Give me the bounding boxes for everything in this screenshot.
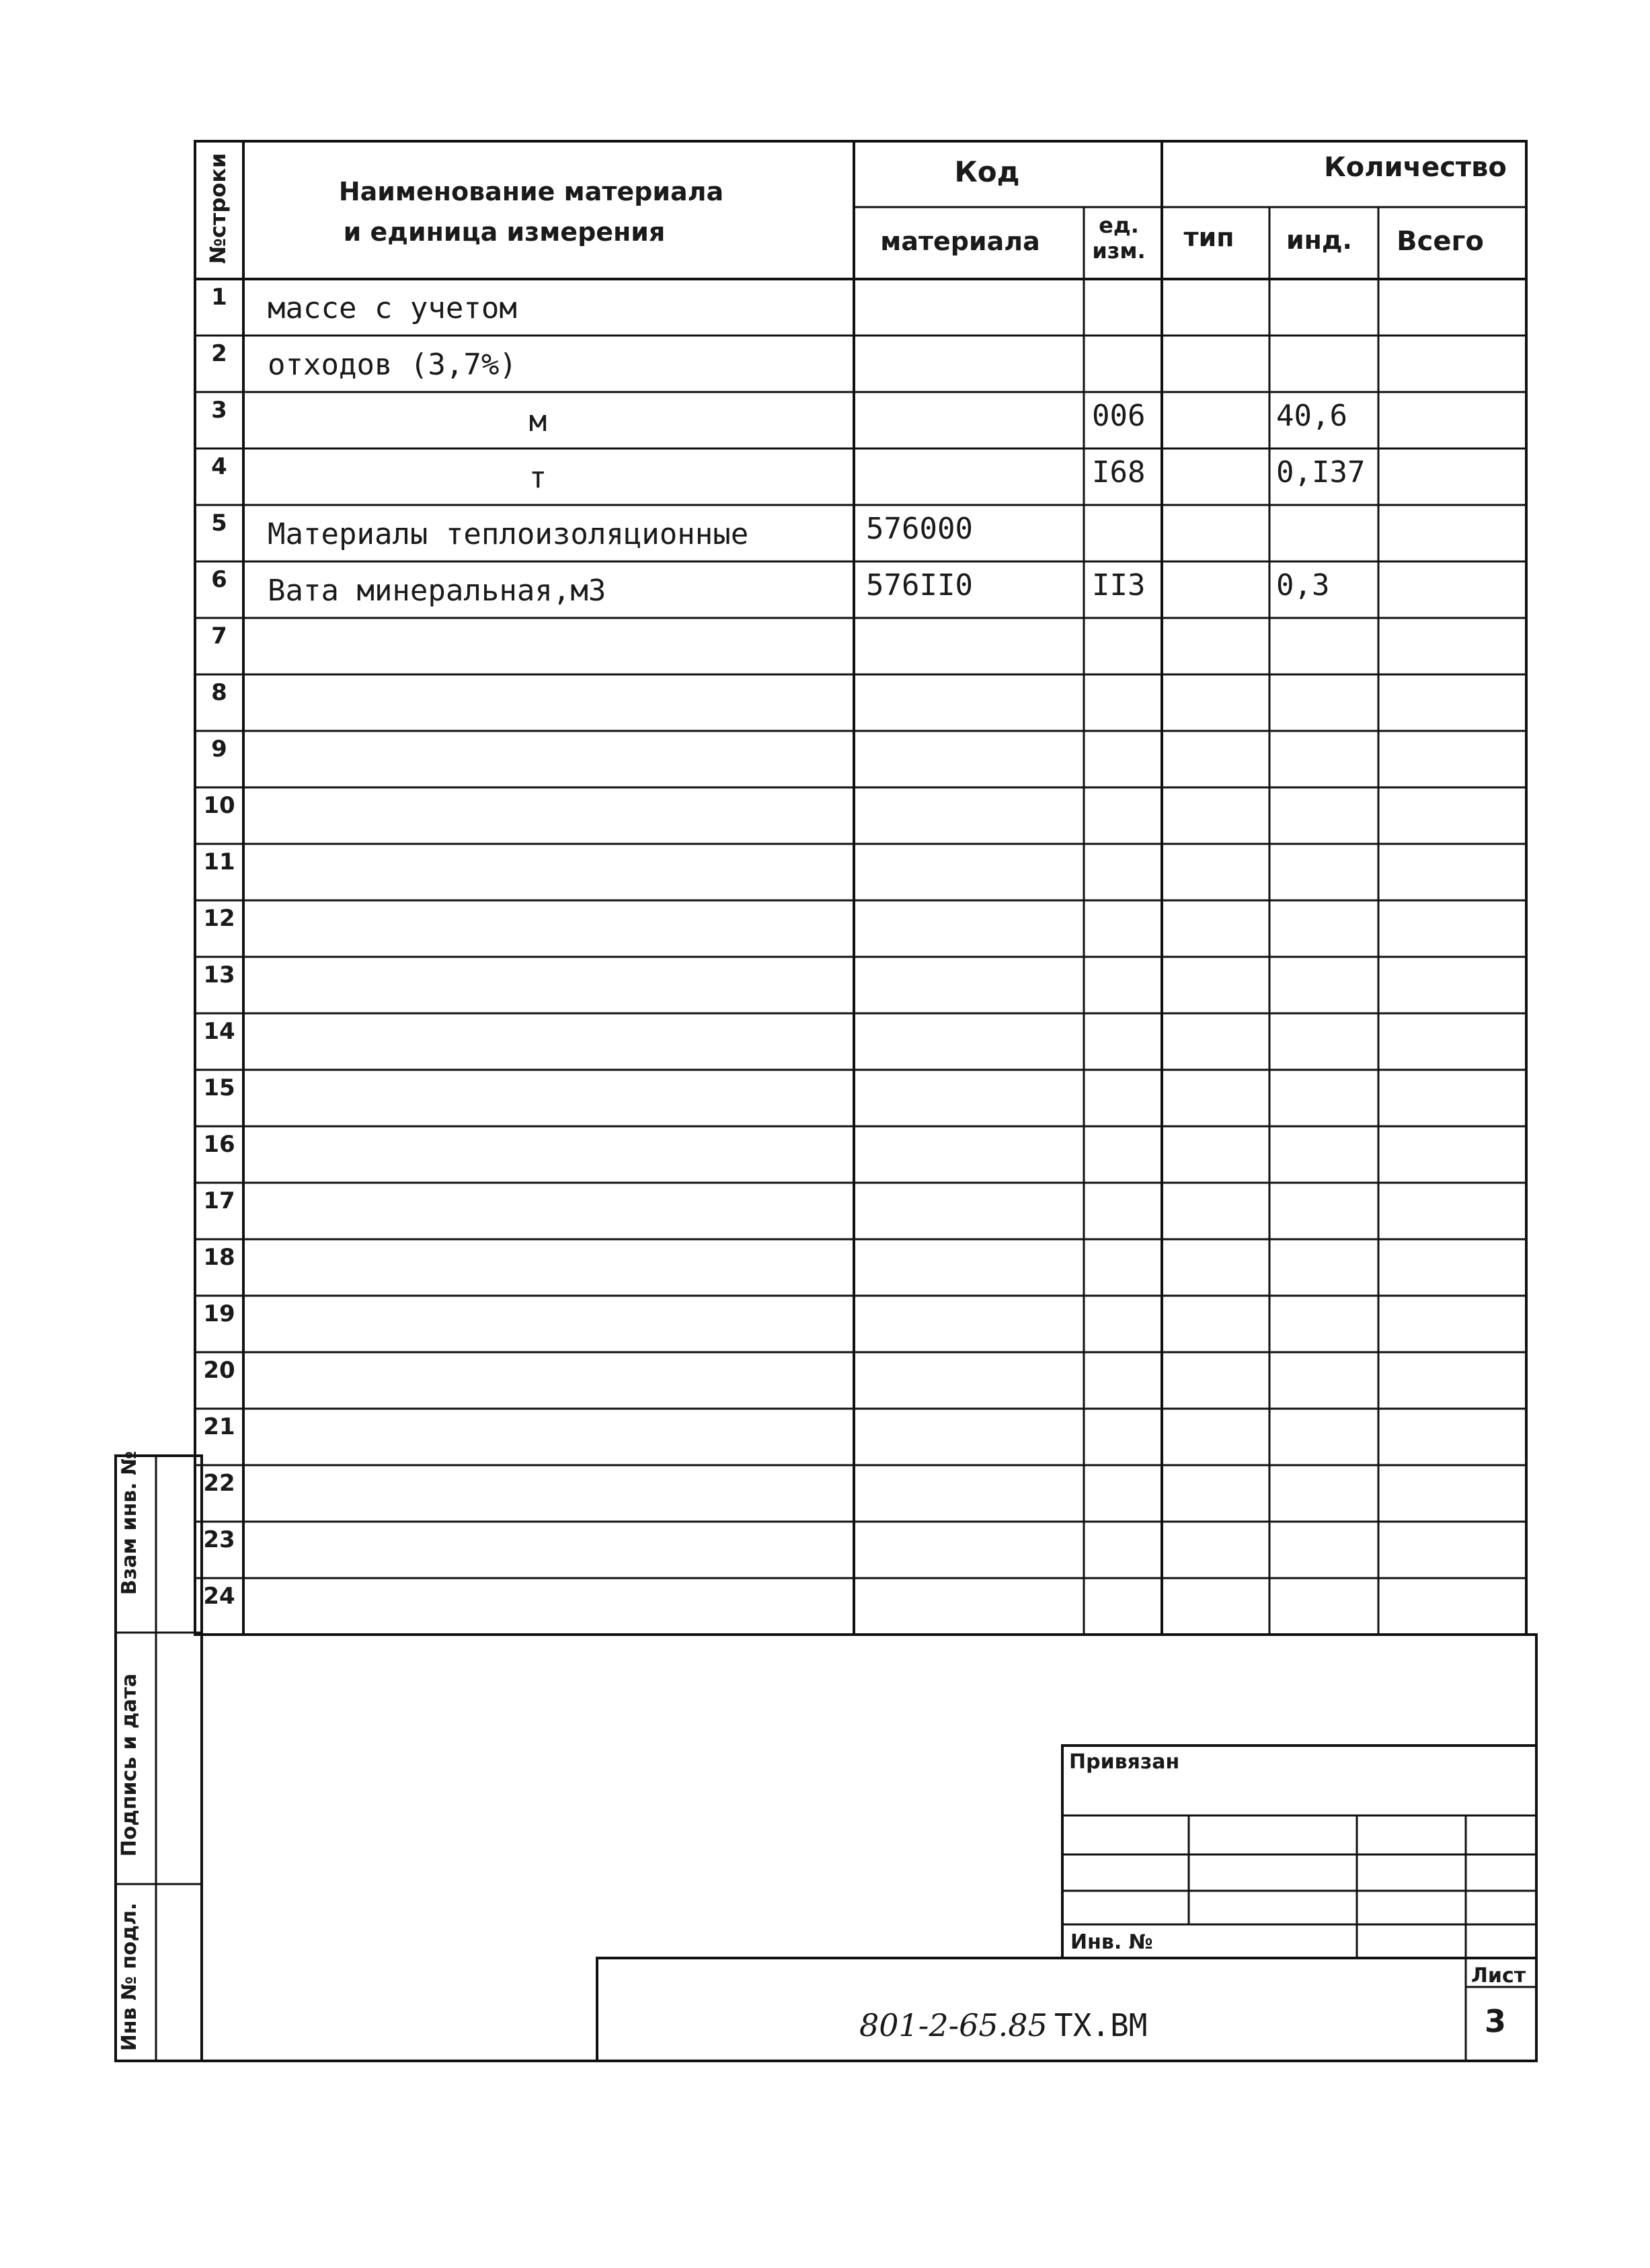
row-number: 12 [203, 905, 235, 932]
row-number: 4 [211, 453, 227, 480]
material-name-cell: Вата минеральная,м3 [268, 574, 606, 608]
unit-header-line2: изм. [1092, 238, 1146, 264]
row-number: 10 [203, 792, 235, 819]
document-number: 801-2-65.85 [859, 2007, 1048, 2043]
individual-quantity-cell: 40,6 [1276, 399, 1347, 433]
title-block [859, 1750, 1526, 2043]
quantity-header: Количество [1324, 152, 1507, 183]
row-number: 14 [203, 1018, 235, 1045]
row-number: 23 [203, 1526, 235, 1553]
material-name-header: Наименование материала [338, 177, 724, 206]
row-number: 19 [203, 1300, 235, 1327]
row-number: 1 [211, 284, 227, 311]
individual-header: инд. [1286, 225, 1353, 255]
inventory-number-label: Инв. № [1070, 1930, 1153, 1954]
unit-code-cell: I68 [1092, 455, 1146, 490]
row-number: 16 [203, 1131, 235, 1158]
unit-code-cell: II3 [1092, 568, 1146, 602]
row-number: 15 [203, 1074, 235, 1101]
material-name-cell: м [528, 404, 547, 438]
unit-header-line1: ед. [1099, 212, 1139, 238]
replacement-inventory-label: Взам инв. № [118, 1450, 141, 1596]
material-code-cell: 576II0 [866, 568, 973, 602]
row-number: 3 [211, 397, 227, 424]
row-number-header: №строки [205, 153, 231, 264]
row-number: 24 [203, 1583, 235, 1610]
row-number: 6 [211, 566, 227, 593]
side-stamp [118, 1451, 141, 2051]
row-number: 17 [203, 1187, 235, 1214]
row-number: 21 [203, 1413, 235, 1440]
row-number: 7 [211, 623, 227, 650]
unit-code-cell: 006 [1092, 399, 1146, 433]
attached-label: Привязан [1069, 1750, 1180, 1774]
document-suffix: ТХ.ВМ [1054, 2007, 1148, 2043]
individual-quantity-cell: 0,I37 [1276, 455, 1366, 490]
row-number: 13 [203, 962, 235, 988]
material-code-cell: 576000 [866, 512, 973, 546]
row-number: 22 [203, 1470, 235, 1497]
material-name-cell: отходов (3,7%) [268, 348, 517, 382]
row-number: 18 [203, 1244, 235, 1271]
row-number: 2 [211, 340, 227, 367]
row-number: 20 [203, 1357, 235, 1384]
type-header: тип [1183, 223, 1234, 252]
sheet-label: Лист [1471, 1964, 1526, 1988]
material-code-header: материала [880, 227, 1040, 256]
code-header: Код [954, 155, 1020, 188]
signature-date-label: Подпись и дата [118, 1673, 141, 1857]
sheet-number: 3 [1485, 2003, 1507, 2039]
row-number: 5 [211, 510, 227, 537]
material-name-cell: массе с учетом [268, 291, 517, 325]
material-name-cell: т [528, 461, 547, 495]
row-number: 8 [211, 679, 227, 706]
unit-of-measure-header: и единица измерения [343, 217, 666, 247]
row-number: 11 [203, 849, 235, 875]
individual-quantity-cell: 0,3 [1276, 568, 1330, 602]
original-inventory-label: Инв № подл. [118, 1902, 141, 2051]
row-number: 9 [211, 736, 227, 762]
total-header: Всего [1397, 226, 1484, 257]
material-name-cell: Материалы теплоизоляционные [268, 517, 749, 551]
table-body [203, 284, 1365, 1610]
